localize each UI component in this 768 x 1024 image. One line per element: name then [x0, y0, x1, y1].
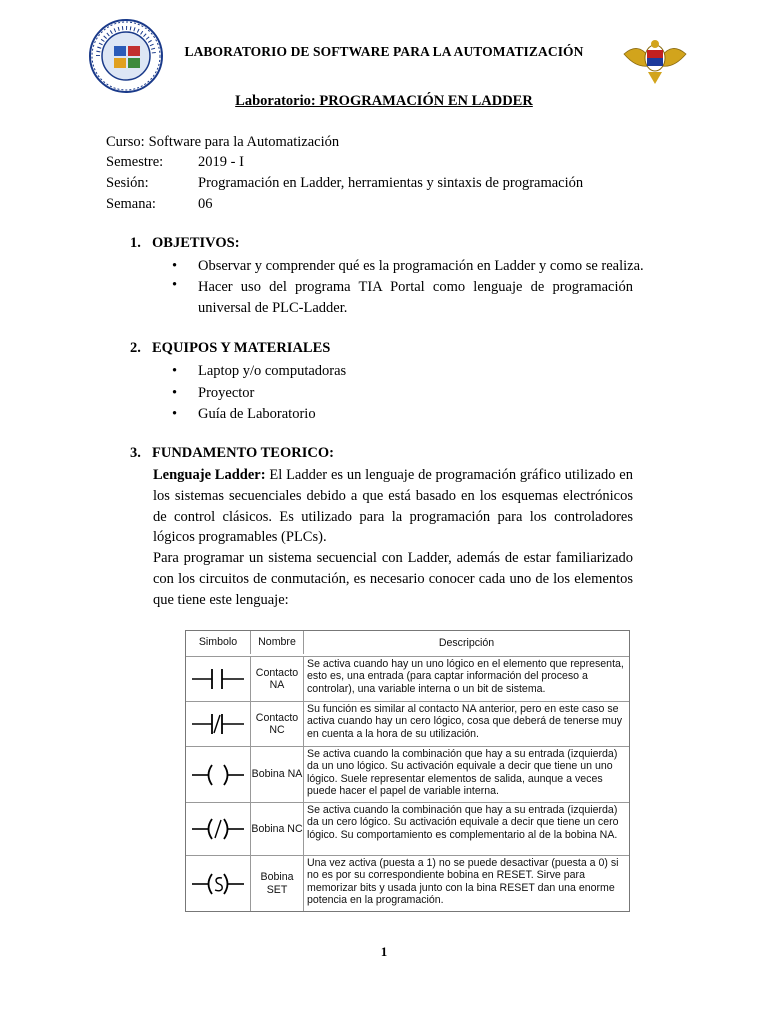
table-row — [186, 657, 629, 702]
contact-nc-icon — [186, 702, 251, 746]
university-crest-logo — [622, 36, 688, 86]
coil-set-icon — [186, 856, 251, 911]
symbol-name: Bobina NA — [251, 747, 304, 802]
contact-na-icon — [186, 657, 251, 701]
coil-nc-icon — [186, 803, 251, 855]
column-header: Descripción — [438, 637, 495, 650]
table-header-row — [186, 631, 629, 657]
section-objetivos-heading: 1. OBJETIVOS: — [130, 235, 240, 251]
header-title: LABORATORIO DE SOFTWARE PARA LA AUTOMATIZACIÓN — [184, 44, 584, 59]
symbol-description: Se activa cuando hay un uno lógico en el elemento que representa, esto es, una entrada (para captar información del proceso a controlar), una variable interna o un bit de sistema. — [307, 658, 624, 695]
symbol-name: Contacto NC — [251, 702, 304, 746]
ladder-symbols-table — [185, 630, 630, 912]
symbol-description: Se activa cuando la combinación que hay a su entrada (izquierda) da un uno lógico. Su activación equivale a decir que tiene un uno lógico. Suele representar elementos de salida, aunque a veces puede hacer el papel de variable interna. — [307, 748, 618, 797]
bullet-dot: • — [172, 277, 178, 293]
symbol-name: Bobina SET — [251, 856, 304, 911]
list-item: Hacer uso del programa TIA Portal como lenguaje de programación universal de PLC-Ladder. — [198, 279, 633, 316]
symbol-description: Una vez activa (puesta a 1) no se puede desactivar (puesta a 0) si no es por su correspondiente bobina en RESET. Sirve para memorizar bits y usada junto con la bina RESET dan una enorme potencia en la programación. — [307, 857, 619, 906]
symbol-name: Contacto NA — [251, 657, 304, 701]
table-row — [186, 856, 629, 911]
info-session: Sesión: Programación en Ladder, herramientas y sintaxis de programación — [106, 175, 584, 191]
section-fundamento-heading: 3. FUNDAMENTO TEORICO: — [130, 445, 334, 461]
symbol-description: Su función es similar al contacto NA anterior, pero en este caso se activa cuando hay un cero lógico, cosa que deberá de tenerse muy en cuenta a la hora de su utilización. — [307, 703, 623, 740]
table-row — [186, 702, 629, 747]
column-header: Nombre — [251, 631, 304, 654]
symbol-description: Se activa cuando la combinación que hay a su entrada (izquierda) da un cero lógico. Su activación equivale a decir que tiene un cero lógico. Su comportamiento es complementario al de la bobina NA. — [307, 804, 619, 841]
info-course: Curso: Software para la Automatización — [106, 134, 340, 150]
page-number: 1 — [380, 944, 388, 959]
table-row — [186, 747, 629, 803]
paragraph-ladder-definition: Lenguaje Ladder: El Ladder es un lenguaje de programación gráfico utilizado en los sistemas secuenciales debido a que está basado en los esquemas electrónicos de control clásicos. Es utilizado para la programación para los controladores lógicos programables (PLCs). — [153, 467, 633, 546]
lab-title: Laboratorio: PROGRAMACIÓN EN LADDER — [235, 93, 533, 109]
table-row — [186, 803, 629, 856]
section-equipos-heading: 2. EQUIPOS Y MATERIALES — [130, 340, 331, 356]
paragraph-ladder-elements: Para programar un sistema secuencial con Ladder, además de estar familiarizado con los circuitos de conmutación, es necesario conocer cada uno de los elementos que tiene este lenguaje: — [153, 550, 633, 608]
info-week: Semana: 06 — [106, 196, 213, 212]
column-header: Simbolo — [186, 631, 251, 654]
coil-na-icon — [186, 747, 251, 802]
info-semester: Semestre: 2019 - I — [106, 154, 244, 170]
symbol-name: Bobina NC — [251, 803, 304, 855]
